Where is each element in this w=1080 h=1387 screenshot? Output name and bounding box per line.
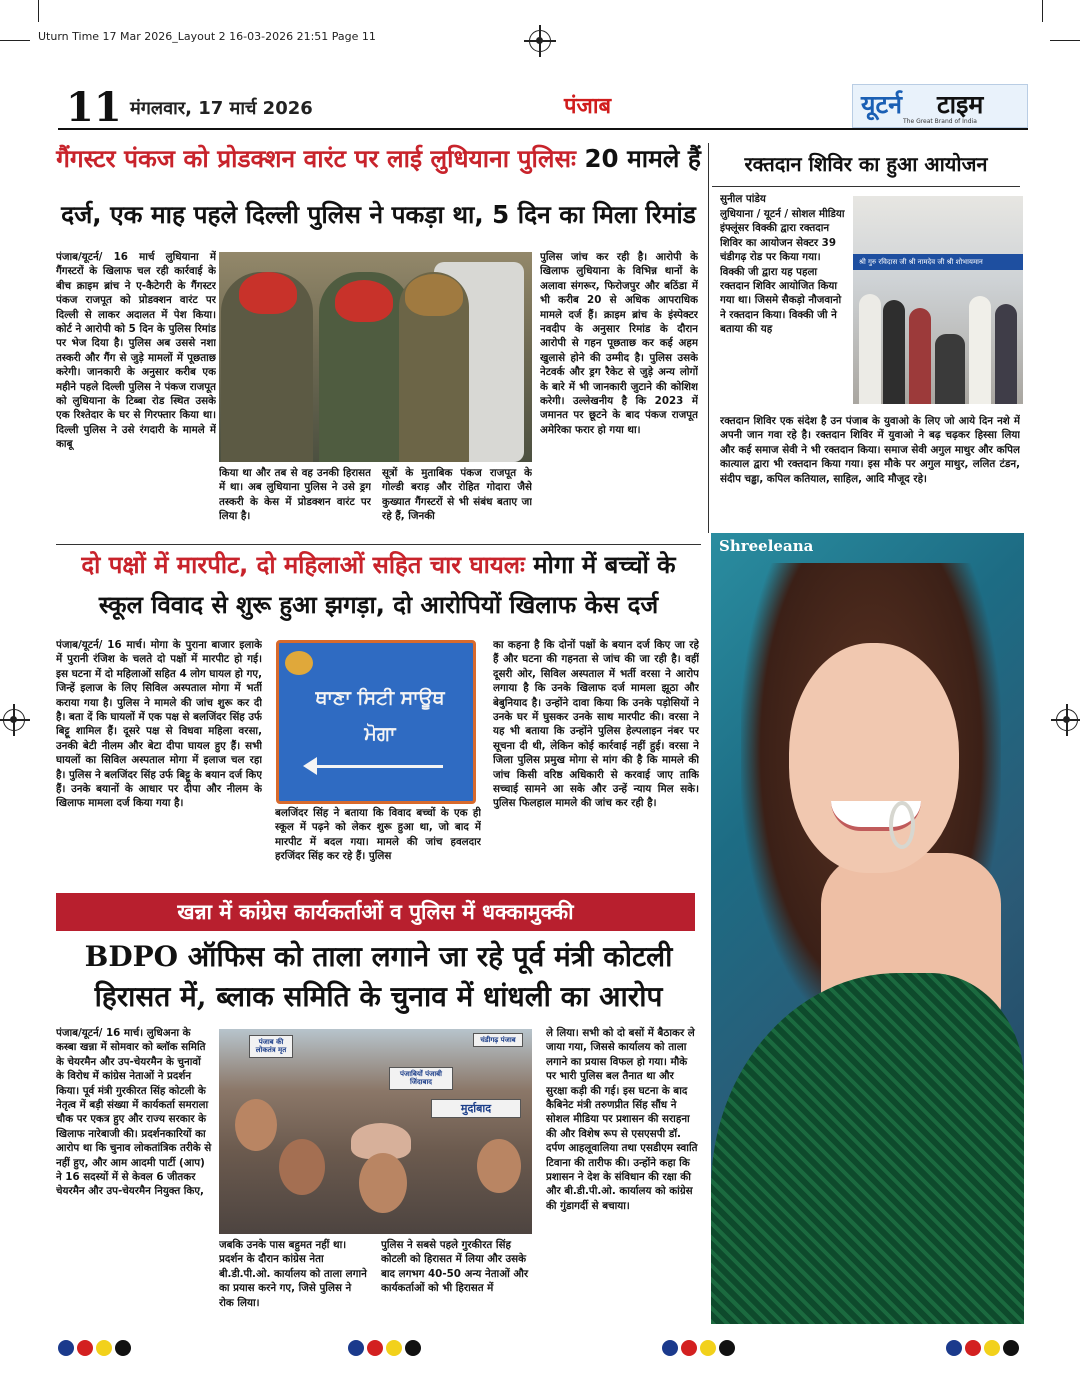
color-dot: [662, 1340, 678, 1356]
story3-headline-line1: [56, 551, 701, 580]
protest-sign: पंजाब की लोकतंत्र मृत: [249, 1035, 293, 1058]
photo-earring: [889, 801, 915, 849]
story3-column-2: बलजिंदर सिंह ने बताया कि विवाद बच्चों के एक ही स्कूल में पढ़ने को लेकर शुरू हुआ था, जो बाद में मारपीट में बदल गया। मामले की जांच हवलदार हरजिंदर सिंह कर रहे हैं। पुलिस: [275, 807, 481, 863]
page-header: [58, 84, 1028, 130]
color-dots-center-right: [662, 1340, 738, 1356]
photo-face: [279, 1139, 325, 1195]
photo-face: [235, 1099, 277, 1151]
photo-person: [995, 304, 1017, 404]
photo-turban: [405, 274, 463, 316]
issue-date: मंगलवार, 17 मार्च 2026: [130, 98, 313, 119]
color-dot: [984, 1340, 1000, 1356]
photo-face: [359, 1153, 407, 1213]
story3-column-1: पंजाब/यूटर्न/ 16 मार्च। मोगा के पुराना बाजार इलाके में पुरानी रंजिश के चलते दो पक्षों में मारपीट हो गई। इस घटना में दो महिलाओं सहित 4 लोग घायल हो गए, जिन्हें इलाज के लिए सिविल अस्पताल मोगा में भर्ती कराया गया है। पुलिस ने मामले की जांच शुरू कर दी है। बता दें कि घायलों में एक पक्ष से बलजिंदर सिंह उर्फ बिट्टू शामिल हैं। दूसरे पक्ष से विधवा महिला वरसा, उनकी बेटी नीलम और बेटा दीपा घायल हुए हैं। सभी घायलों का सिविल अस्पताल मोगा में इलाज चल रहा है। पुलिस ने बलजिंदर सिंह उर्फ बिट्टू के बयान दर्ज किए हैं। उनके बयानों के आधार पर दीपा और नीलम के खिलाफ मामला दर्ज किया गया है।: [56, 639, 262, 810]
registration-mark-right: [1056, 709, 1078, 731]
photo-person: [969, 296, 991, 404]
story3-headline-line2: स्कूल विवाद से शुरू हुआ झगड़ा, दो आरोपियों खिलाफ केस दर्ज: [98, 591, 659, 619]
logo-word-1: यूटर्न: [861, 90, 902, 119]
logo-word-2: टाइम: [937, 90, 984, 119]
story-divider: [56, 544, 701, 545]
photo-turban: [335, 280, 393, 322]
color-dot: [719, 1340, 735, 1356]
photo-person: [883, 300, 905, 404]
story4-column-4: ले लिया। सभी को दो बसों में बैठाकर ले जाया गया, जिससे कार्यालय को ताला लगाने का प्रयास विफल हो गया। मौके पर भारी पुलिस बल तैनात था और सुरक्षा कड़ी की गई। इस घटना के बाद कैबिनेट मंत्री तरुणप्रीत सिंह सौंध ने सोशल मीडिया पर प्रशासन की सराहना की और विशेष रूप से एसएसपी डॉ. दर्पण आहलूवालिया तथा एसडीएम स्वाति टिवाना की तारीफ की। उन्होंने कहा कि प्रशासन ने देश के संविधान की रक्षा की और बी.डी.पी.ओ. कार्यालय को कांग्रेस की गुंडागर्दी से बचाया।: [546, 1027, 698, 1212]
photo-face: [789, 643, 959, 873]
page-number: 11: [66, 84, 122, 131]
color-dot: [367, 1340, 383, 1356]
story3-headline-red: दो पक्षों में मारपीट, दो महिलाओं सहित चार घायलः: [81, 551, 525, 579]
story3-headline-black: मोगा में बच्चों के: [524, 551, 676, 579]
protest-sign: पंजाबियों पंजाबी जिंदाबाद: [389, 1067, 453, 1090]
story1-headline-black: 20 मामले हैं: [575, 144, 701, 173]
color-dot: [681, 1340, 697, 1356]
color-dot: [96, 1340, 112, 1356]
story3-column-3: का कहना है कि दोनों पक्षों के बयान दर्ज किए जा रहे हैं और घटना की गहनता से जांच की जा रही है। वहीं दूसरी ओर, सिविल अस्पताल में भर्ती वरसा ने आरोप लगाया है कि उनके खिलाफ दर्ज मामला झूठा और बेबुनियाद है। उन्होंने दावा किया कि उनके पड़ोसियों ने उनके घर में घुसकर उनके साथ मारपीट की। वरसा ने यह भी बताया कि उन्होंने पुलिस हेल्पलाइन नंबर पर सूचना दी थी, लेकिन कोई कार्रवाई नहीं हुई। वरसा ने जिला पुलिस प्रमुख मोगा से मांग की है कि मामले की जांच किसी वरिष्ठ अधिकारी से करवाई जाए ताकि सच्चाई सामने आ सके और उन्हें न्याय मिल सके। पुलिस फिलहाल मामले की जांच कर रही है।: [493, 639, 699, 810]
story2-column-2: रक्तदान शिविर एक संदेश है उन पंजाब के युवाओ के लिए जो आये दिन नशे में अपनी जान गवा रहे है। रक्तदान शिविर में युवाओ ने बढ़ चढ़कर हिस्सा लिया और कई समाज सेवी ने भी रक्तदान किया। समाज सेवी अगुल माथुर और कपिल कात्याल द्वारा भी रक्तदान किया गया। इस मौके पर अगुल माथुर, ललित टंडन, संदीप चड्ढा, कपिल कतियाल, साहिल, आदि मौजूद रहे।: [720, 415, 1020, 485]
story1-column-1: पंजाब/यूटर्न/ 16 मार्च लुधियाना में गैंगस्टरों के खिलाफ चल रही कार्रवाई के बीच क्राइम ब्रांच ने ए-कैटेगरी के गैंगस्टर पंकज राजपूत को प्रोडक्शन वारंट पर दिल्ली से लाकर अदालत में पेश किया। कोर्ट ने आरोपी को 5 दिन के पुलिस रिमांड पर भेज दिया है। पुलिस अब उससे नशा तस्करी और गैंग से जुड़े मामलों में पूछताछ करेगी। जानकारी के अनुसार करीब एक महीने पहले दिल्ली पुलिस ने पंकज राजपूत को लुधियाना के टिब्बा रोड स्थित उसके एक रिश्तेदार के घर से गिरफ्तार किया था। दिल्ली पुलिस ने उसे रंगदारी के मामले में काबू: [56, 251, 216, 451]
registration-mark-left: [3, 709, 25, 731]
registration-mark-top: [529, 30, 551, 52]
story1-column-3: सूत्रों के मुताबिक पंकज राजपूत के गोल्डी बराड़ और रोहित गोदारा जैसे कुख्यात गैंगस्टरों से भी संबंध बताए जा रहे हैं, जिनकी: [382, 467, 532, 523]
color-dots-center-left: [348, 1340, 424, 1356]
column-rule: [708, 143, 709, 533]
photo-person: [935, 334, 965, 404]
story4-column-1: पंजाब/यूटर्न/ 16 मार्च। लुधिअना के कस्बा खन्ना में सोमवार को ब्लॉक समिति के चेयरमैन और उप-चेयरमैन के चुनावों के विरोध में कांग्रेस नेताओं ने प्रदर्शन किया। पूर्व मंत्री गुरकीरत सिंह कोटली के नेतृत्व में बड़ी संख्या में कार्यकर्ता समराला चौक पर एकत्र हुए और राज्य सरकार के खिलाफ नारेबाजी की। प्रदर्शनकारियों का आरोप था कि चुनाव लोकतांत्रिक तरीके से नहीं हुए, और आम आदमी पार्टी (आप) ने 16 सदस्यों में से केवल 6 जीतकर चेयरमैन और उप-चेयरमैन नियुक्त किए,: [56, 1027, 212, 1198]
color-dot: [965, 1340, 981, 1356]
story4-headline-line2: हिरासत में, ब्लाक समिति के चुनाव में धांधली का आरोप: [94, 980, 663, 1013]
logo-tagline: The Great Brand of India: [903, 118, 977, 125]
police-emblem: [285, 651, 313, 675]
story1-column-2: किया था और तब से वह उनकी हिरासत में था। अब लुधियाना पुलिस ने उसे ड्रग तस्करी के केस में प्रोडक्शन वारंट पर लिया है।: [219, 467, 371, 523]
story2-headline: रक्तदान शिविर का हुआ आयोजन: [744, 152, 988, 176]
police-station-board: [276, 640, 476, 804]
masthead-logo: [852, 84, 1028, 128]
protest-sign: चंडीगढ़ पंजाब: [473, 1033, 523, 1047]
story4-column-3: पुलिस ने सबसे पहले गुरकीरत सिंह कोटली को हिरासत में लिया और उसके बाद लगभग 40-50 अन्य नेताओं और कार्यकर्ताओं को भी हिरासत में: [381, 1239, 529, 1295]
color-dot: [77, 1340, 93, 1356]
photo-name-tag: Shreeleana: [719, 537, 814, 555]
story2-byline: सुनील पांडेय: [720, 193, 766, 205]
color-dot: [386, 1340, 402, 1356]
story4-column-2: जबकि उनके पास बहुमत नहीं था। प्रदर्शन के दौरान कांग्रेस नेता बी.डी.पी.ओ. कार्यालय को ताला लगाने का प्रयास करने गए, जिसे पुलिस ने रोक लिया।: [219, 1239, 367, 1309]
story1-headline-red: गैंगस्टर पंकज को प्रोडक्शन वारंट पर लाई लुधियाना पुलिसः: [56, 144, 576, 173]
print-slug: Uturn Time 17 Mar 2026_Layout 2 16-03-2026 21:51 Page 11: [38, 30, 376, 43]
color-dot: [700, 1340, 716, 1356]
story1-headline-line2: दर्ज, एक माह पहले दिल्ली पुलिस ने पकड़ा था, 5 दिन का मिला रिमांड: [61, 200, 696, 229]
photo-person: [859, 294, 881, 404]
section-name: पंजाब: [564, 94, 612, 119]
color-dot: [1003, 1340, 1019, 1356]
story4-kicker-bar: खन्ना में कांग्रेस कार्यकर्ताओं व पुलिस में धक्कामुक्की: [56, 893, 695, 931]
color-dot: [348, 1340, 364, 1356]
board-text-line2: ਮੋਗਾ: [364, 723, 396, 745]
color-dot: [58, 1340, 74, 1356]
board-text-line1: ਥਾਣਾ ਸਿਟੀ ਸਾਊਥ: [315, 687, 445, 709]
color-dot: [946, 1340, 962, 1356]
story4-headline-line1: BDPO ऑफिस को ताला लगाने जा रहे पूर्व मंत्री कोटली: [84, 940, 673, 973]
story4-photo-protest: [219, 1029, 532, 1234]
story1-column-4: पुलिस जांच कर रही है। आरोपी के खिलाफ लुधियाना के विभिन्न थानों के अलावा संगरूर, फिरोजपुर और बठिंडा में भी करीब 20 से अधिक आपराधिक मामले दर्ज हैं। क्राइम ब्रांच के इंस्पेक्टर नवदीप के अनुसार रिमांड के दौरान आरोपी से गहन पूछताछ कर कई अहम खुलासे होने की उम्मीद है। पुलिस उसके नेटवर्क और ड्रग रैकेट से जुड़े अन्य लोगों के बारे में भी जानकारी जुटाने की कोशिश करेगी। उल्लेखनीय है कि 2023 में जमानत पर छूटने के बाद पंकज राजपूत अमेरिका फरार हो गया था।: [540, 251, 698, 436]
color-dots-left: [58, 1340, 134, 1356]
crop-mark: [1042, 0, 1043, 22]
color-dot: [115, 1340, 131, 1356]
crop-mark: [1050, 40, 1080, 41]
story1-photo-police: [219, 252, 532, 462]
story2-column-1: लुधियाना / यूटर्न / सोशल मीडिया इंफ्लूंसर विक्की द्वारा रक्तदान शिविर का आयोजन सेक्टर 39 चंडीगढ़ रोड पर किया गया। विक्की जी द्वारा यह पहला रक्तदान शिविर आयोजित किया गया था। जिसमे सैकड़ो नौजवानो ने रक्तदान किया। विक्की जी ने बताया की यह: [720, 208, 845, 336]
crop-mark: [0, 40, 30, 41]
board-arrow-icon: [313, 765, 443, 768]
protest-sign: मुर्दाबाद: [431, 1099, 521, 1118]
photo-turban: [239, 272, 297, 314]
story2-photo-camp: [853, 196, 1023, 404]
photo-face: [477, 1139, 521, 1193]
crop-mark: [38, 0, 39, 22]
story2-rule: [712, 186, 1020, 187]
actress-photo: [711, 533, 1024, 1324]
color-dot: [405, 1340, 421, 1356]
photo-person: [909, 308, 931, 404]
photo-banner: श्री गुरु रविदास जी श्री नामदेव जी श्री शोभायमान: [853, 254, 1023, 270]
color-dots-right: [946, 1340, 1022, 1356]
story1-headline-line1: [56, 144, 701, 174]
